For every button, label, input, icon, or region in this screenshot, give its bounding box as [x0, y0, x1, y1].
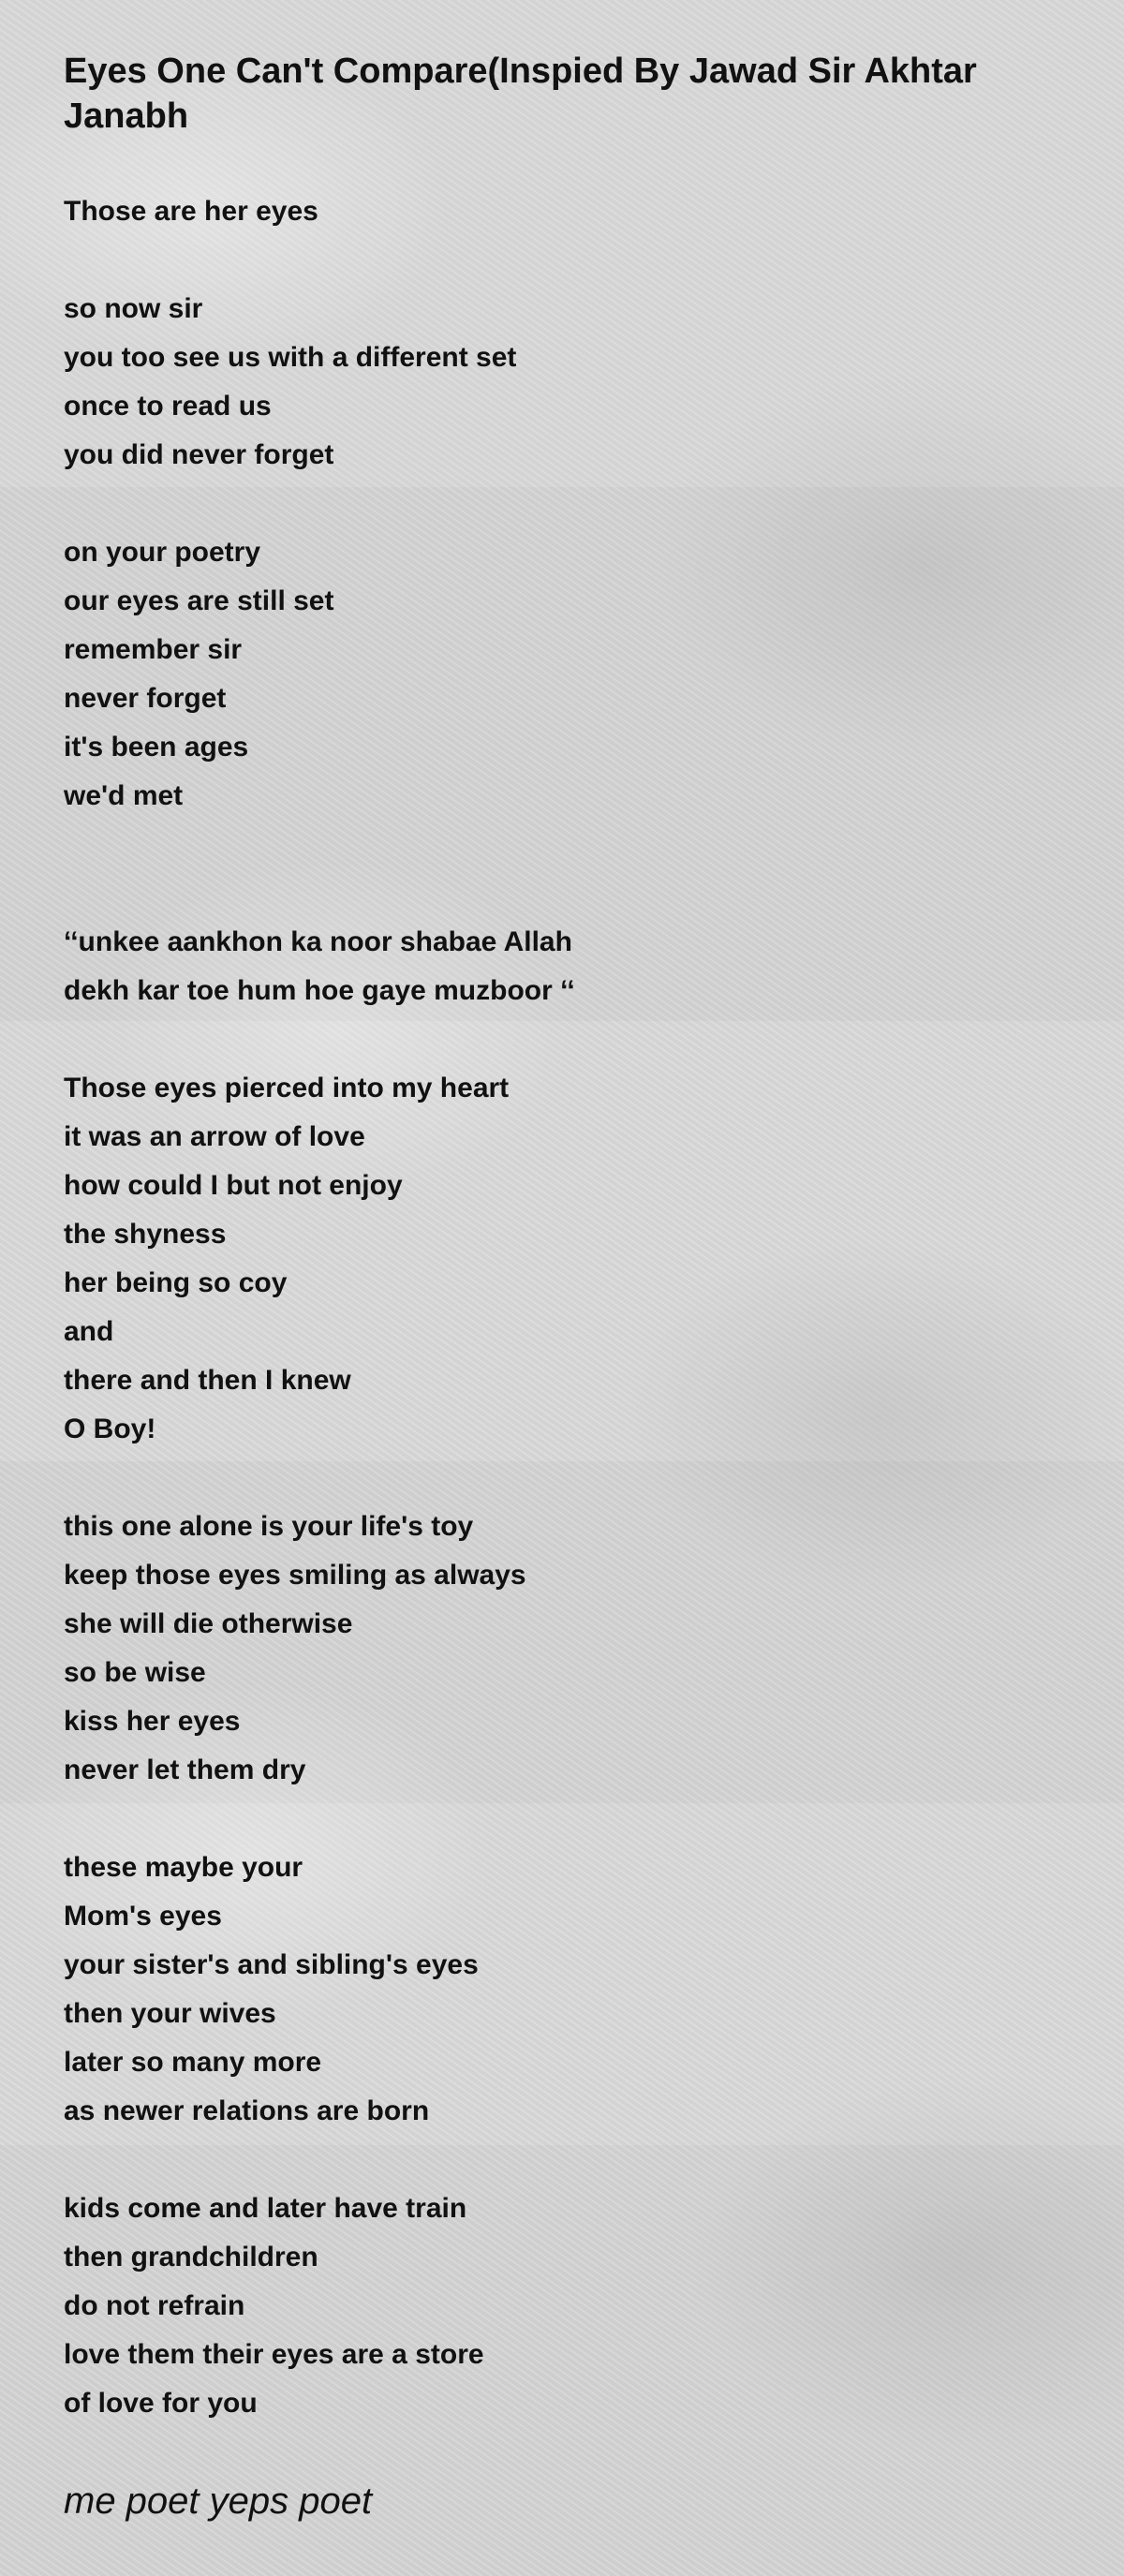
- poem-line: kiss her eyes: [64, 1706, 241, 1737]
- poem-line: kids come and later have train: [64, 2193, 467, 2224]
- poem-line: remember sir: [64, 634, 243, 665]
- poem-line: as newer relations are born: [64, 2095, 430, 2126]
- poem-line: do not refrain: [64, 2290, 245, 2321]
- stanza: [64, 1503, 1057, 1795]
- stanza: [64, 1843, 1057, 2136]
- poem-line: keep those eyes smiling as always: [64, 1560, 526, 1591]
- poem-line: then grandchildren: [64, 2242, 318, 2273]
- poem-line: we'd met: [64, 780, 184, 811]
- stanza-gap: [64, 821, 1057, 869]
- poem-title: Eyes One Can't Compare(Inspied By Jawad Sir Akhtar Janabh: [64, 52, 977, 136]
- stanza: [64, 528, 1057, 869]
- poem-line: her being so coy: [64, 1267, 288, 1298]
- poem-line: our eyes are still set: [64, 585, 334, 616]
- poem-line: love them their eyes are a store: [64, 2339, 484, 2370]
- poem-line: there and then I knew: [64, 1365, 351, 1396]
- poem-line: Mom's eyes: [64, 1901, 222, 1932]
- poem-line: so be wise: [64, 1657, 206, 1688]
- poem-line: your sister's and sibling's eyes: [64, 1949, 479, 1980]
- poem-container: [64, 49, 1057, 2525]
- poem-line: how could I but not enjoy: [64, 1170, 403, 1201]
- poem-line: you too see us with a different set: [64, 342, 517, 373]
- poem-line: ‘‘unkee aankhon ka noor shabae Allah: [64, 926, 572, 957]
- poem-line: dekh kar toe hum hoe gaye muzboor ‘‘: [64, 975, 575, 1006]
- poem-line: Those are her eyes: [64, 196, 318, 227]
- stanza: [64, 918, 1057, 1015]
- poem-line: so now sir: [64, 293, 203, 324]
- poem-line: it was an arrow of love: [64, 1121, 365, 1152]
- poem-body: [64, 187, 1057, 2428]
- poem-line: then your wives: [64, 1998, 276, 2029]
- poem-line: you did never forget: [64, 439, 334, 470]
- author-name: me poet yeps poet: [64, 2480, 373, 2522]
- poem-line: on your poetry: [64, 537, 261, 568]
- poem-line: O Boy!: [64, 1414, 156, 1444]
- stanza: [64, 285, 1057, 480]
- stanza: [64, 2184, 1057, 2428]
- poem-line: once to read us: [64, 391, 272, 422]
- poem-line: it's been ages: [64, 732, 249, 762]
- poem-line: of love for you: [64, 2388, 258, 2419]
- poem-line: never let them dry: [64, 1754, 306, 1785]
- poem-line: never forget: [64, 683, 227, 714]
- poem-line: she will die otherwise: [64, 1608, 353, 1639]
- stanza: [64, 187, 1057, 236]
- stanza: [64, 1064, 1057, 1454]
- poem-line: later so many more: [64, 2047, 322, 2078]
- poem-line: the shyness: [64, 1219, 227, 1250]
- poem-line: Those eyes pierced into my heart: [64, 1073, 510, 1103]
- poem-line: this one alone is your life's toy: [64, 1511, 474, 1542]
- poem-line: these maybe your: [64, 1852, 303, 1883]
- poem-line: and: [64, 1316, 114, 1347]
